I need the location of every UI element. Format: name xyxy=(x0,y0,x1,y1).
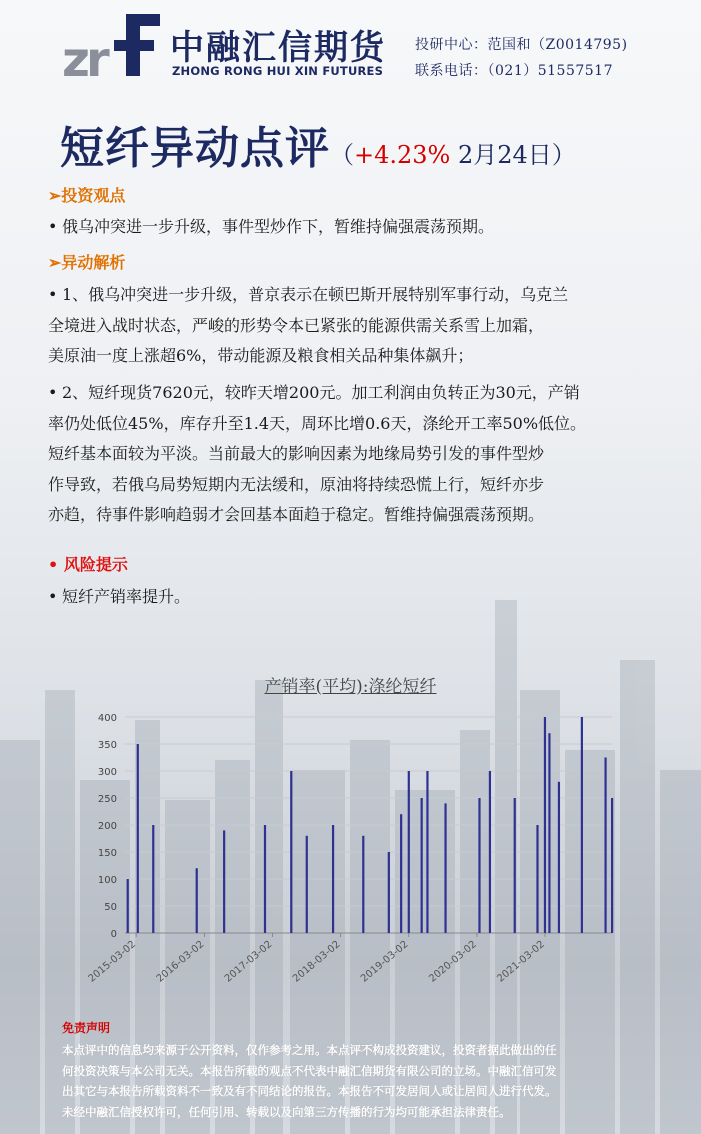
y-tick-label: 100 xyxy=(97,875,117,886)
data-bar xyxy=(127,879,129,933)
data-bar xyxy=(558,782,560,933)
analysis-2-line5: 亦趋，待事件影响趋弱才会回基本面趋于稳定。暂维持偏强震荡预期。 xyxy=(48,505,545,524)
report-title xyxy=(60,112,576,176)
x-tick-label: 2019-03-02 xyxy=(359,938,411,985)
title-main: 短纤异动点评 xyxy=(60,123,330,174)
data-bar xyxy=(306,836,308,933)
contact-phone: 联系电话：（021）51557517 xyxy=(415,63,613,79)
analysis-2-line4: 作导致，若俄乌局势短期内无法缓和，原油将持续恐慌上行，短纤亦步 xyxy=(48,474,545,494)
x-tick-label: 2017-03-02 xyxy=(222,938,275,985)
y-tick-label: 300 xyxy=(97,767,117,778)
contact-analyst: 投研中心：范国和（Z0014795) xyxy=(415,37,628,53)
sales-ratio-bar-chart xyxy=(0,700,701,1010)
analysis-paragraph-1 xyxy=(48,280,658,372)
x-tick-label: 2016-03-02 xyxy=(154,938,207,985)
data-bar xyxy=(421,798,423,933)
y-tick-label: 400 xyxy=(97,713,117,724)
data-bar xyxy=(388,852,390,933)
disclaimer-line3: 出其它与本报告所载资料不一致及有不同结论的报告。本报告不可发居间人或让居间人进行代发。 xyxy=(62,1084,557,1098)
data-bar xyxy=(581,717,583,933)
data-bar xyxy=(544,717,546,933)
data-bar xyxy=(548,733,550,933)
data-bar xyxy=(408,771,410,933)
view-paragraph xyxy=(48,212,658,243)
x-tick-label: 2020-03-02 xyxy=(427,938,479,985)
title-date: 2月24日） xyxy=(450,141,576,169)
data-bar xyxy=(137,744,139,933)
data-bar xyxy=(489,771,491,933)
chart-title: 产销率(平均):涤纶短纤 xyxy=(264,677,437,697)
svg-text:zr: zr xyxy=(62,32,106,80)
bullet: • xyxy=(48,285,58,304)
bullet: • xyxy=(48,555,59,574)
title-paren: （ xyxy=(330,141,354,169)
y-tick-label: 200 xyxy=(97,821,117,832)
y-tick-label: 250 xyxy=(97,794,117,805)
disclaimer-line4: 未经中融汇信授权许可，任何引用、转载以及向第三方传播的行为均可能承担法律责任。 xyxy=(62,1104,511,1119)
bullet: • xyxy=(48,383,58,402)
data-bar xyxy=(611,798,613,933)
data-bar xyxy=(514,798,516,933)
analysis-2-line1: 2、短纤现货7620元，较昨天增200元。加工利润由负转正为30元，产销 xyxy=(62,383,580,402)
data-bar xyxy=(604,758,606,934)
y-tick-label: 350 xyxy=(97,740,117,751)
company-name-cn: 中融汇信期货 xyxy=(170,28,386,68)
disclaimer-line2: 何投资决策与本公司无关。本报告所载的观点不代表中融汇信期货有限公司的立场。中融汇信可发 xyxy=(62,1063,557,1078)
x-tick-label: 2021-03-02 xyxy=(495,938,547,985)
data-bar xyxy=(478,798,480,933)
y-tick-label: 150 xyxy=(97,848,117,859)
analysis-1-line1: 1、俄乌冲突进一步升级，普京表示在顿巴斯开展特别军事行动，乌克兰 xyxy=(62,285,569,304)
section-heading-risk xyxy=(48,552,128,575)
bullet: • xyxy=(48,587,58,606)
company-logo-icon xyxy=(62,10,162,80)
disclaimer-title: 免责声明 xyxy=(62,1021,111,1035)
analysis-1-line2: 全境进入战时状态，严峻的形势令本已紧张的能源供需关系雪上加霜， xyxy=(48,315,545,335)
disclaimer-line1: 本点评中的信息均来源于公开资料，仅作参考之用。本点评不构成投资建议，投资者据此做出的任 xyxy=(62,1043,557,1057)
risk-heading-text: 风险提示 xyxy=(63,555,128,574)
data-bar xyxy=(223,830,225,933)
x-tick-label: 2015-03-02 xyxy=(86,938,139,985)
bullet: • xyxy=(48,217,58,236)
section-heading-view: ➢投资观点 xyxy=(48,186,126,205)
company-name-en: ZHONG RONG HUI XIN FUTURES xyxy=(172,64,384,78)
report-header xyxy=(0,0,701,100)
data-bar xyxy=(196,868,198,933)
data-bar xyxy=(426,771,428,933)
view-text: 俄乌冲突进一步升级，事件型炒作下，暂维持偏强震荡预期。 xyxy=(62,217,495,236)
data-bar xyxy=(264,825,266,933)
analysis-2-line3: 短纤基本面较为平淡。当前最大的影响因素为地缘局势引发的事件型炒 xyxy=(48,444,545,463)
data-bar xyxy=(332,825,334,933)
y-tick-label: 50 xyxy=(104,902,117,913)
section-heading-analysis: ➢异动解析 xyxy=(48,253,126,272)
data-bar xyxy=(362,836,364,933)
analysis-1-line3: 美原油一度上涨超6%，带动能源及粮食相关品种集体飙升； xyxy=(48,346,474,365)
y-tick-label: 0 xyxy=(110,929,117,940)
data-bar xyxy=(152,825,154,933)
analysis-paragraph-2 xyxy=(48,378,658,531)
data-bar xyxy=(536,825,538,933)
analysis-2-line2: 率仍处低位45%，库存升至1.4天，周环比增0.6天，涤纶开工率50%低位。 xyxy=(48,413,587,433)
title-change: +4.23% xyxy=(354,141,451,169)
data-bar xyxy=(290,771,292,933)
disclaimer-text xyxy=(62,1040,642,1122)
risk-paragraph xyxy=(48,582,658,613)
risk-text: 短纤产销率提升。 xyxy=(62,587,191,606)
x-tick-label: 2018-03-02 xyxy=(290,938,343,985)
data-bar xyxy=(444,803,446,933)
data-bar xyxy=(400,814,402,933)
